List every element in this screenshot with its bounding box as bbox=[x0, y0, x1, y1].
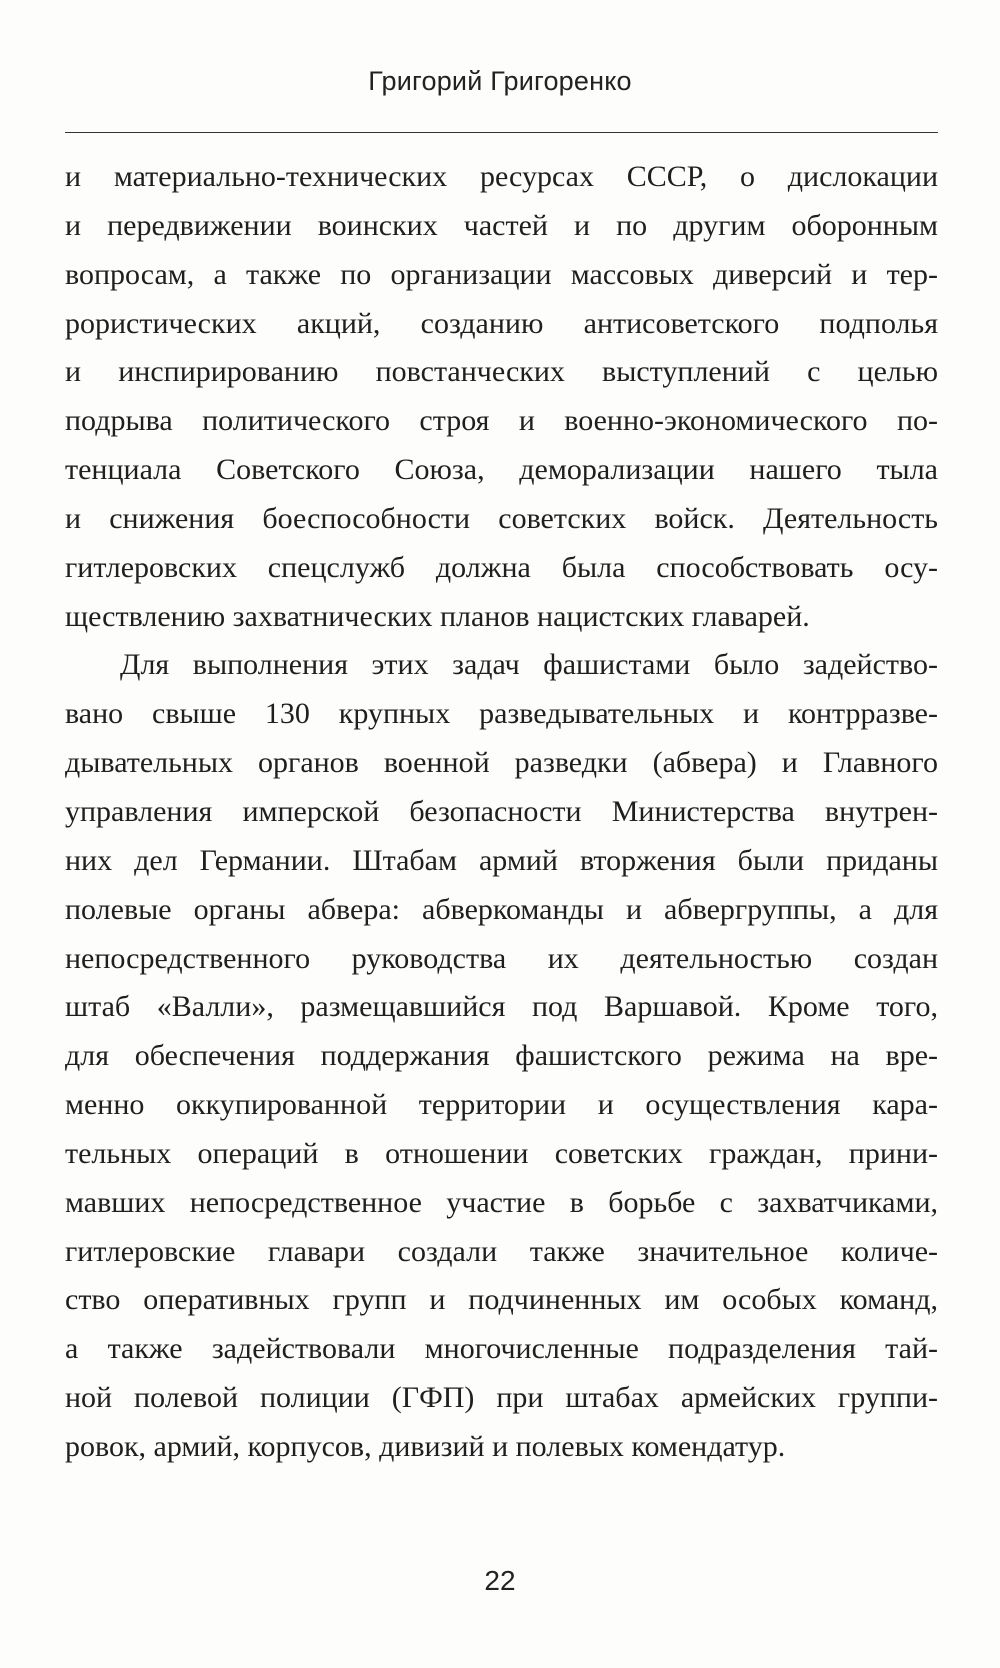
text-line: для обеспечения поддержания фашистского режима на вре- bbox=[65, 1039, 938, 1073]
text-line: и инспирированию повстанческих выступлений с целью bbox=[65, 355, 938, 389]
running-header-title: Григорий Григоренко bbox=[368, 66, 632, 96]
text-line: ровок, армий, корпусов, дивизий и полевых комендатур. bbox=[65, 1429, 786, 1463]
text-line: и материально-технических ресурсах СССР, о дислокации bbox=[65, 160, 938, 193]
text-line: и снижения боеспособности советских войск. Деятельность bbox=[65, 501, 938, 535]
text-line: ществлению захватнических планов нацистских главарей. bbox=[65, 599, 810, 633]
text-line: мавших непосредственное участие в борьбе с захватчиками, bbox=[65, 1185, 938, 1219]
text-line: тенциала Советского Союза, деморализации нашего тыла bbox=[65, 453, 938, 487]
text-line: тельных операций в отношении советских граждан, прини- bbox=[65, 1136, 938, 1170]
text-line: дывательных органов военной разведки (абвера) и Главного bbox=[65, 746, 938, 780]
text-line: менно оккупированной территории и осуществления кара- bbox=[65, 1088, 938, 1122]
text-line: вано свыше 130 крупных разведывательных и контрразве- bbox=[65, 697, 938, 731]
text-line: ство оперативных групп и подчиненных им особых команд, bbox=[65, 1283, 938, 1317]
text-line: подрыва политического строя и военно-экономического по- bbox=[65, 404, 938, 438]
body-text bbox=[65, 153, 938, 1472]
text-line: Для выполнения этих задач фашистами было задейство- bbox=[120, 648, 938, 682]
header-rule bbox=[65, 132, 938, 133]
text-line: непосредственного руководства их деятельностью создан bbox=[65, 941, 938, 975]
text-line: полевые органы абвера: абверкоманды и абвергруппы, а для bbox=[65, 892, 938, 926]
text-line: ной полевой полиции (ГФП) при штабах армейских группи- bbox=[65, 1381, 938, 1415]
text-line: них дел Германии. Штабам армий вторжения были приданы bbox=[65, 843, 938, 877]
page-number: 22 bbox=[484, 1565, 516, 1596]
text-line: и передвижении воинских частей и по другим оборонным bbox=[65, 208, 938, 242]
text-line: гитлеровских спецслужб должна была способствовать осу- bbox=[65, 550, 938, 584]
paragraph-1 bbox=[65, 153, 938, 641]
paragraph-2 bbox=[65, 641, 938, 1471]
text-line: управления имперской безопасности Министерства внутрен- bbox=[65, 794, 938, 828]
text-line: а также задействовали многочисленные подразделения тай- bbox=[65, 1332, 938, 1366]
text-line: гитлеровские главари создали также значительное количе- bbox=[65, 1234, 938, 1268]
text-line: рористических акций, созданию антисоветского подполья bbox=[65, 306, 938, 340]
text-line: штаб «Валли», размещавшийся под Варшавой. Кроме того, bbox=[65, 990, 938, 1024]
text-line: вопросам, а также по организации массовых диверсий и тер- bbox=[65, 257, 938, 291]
